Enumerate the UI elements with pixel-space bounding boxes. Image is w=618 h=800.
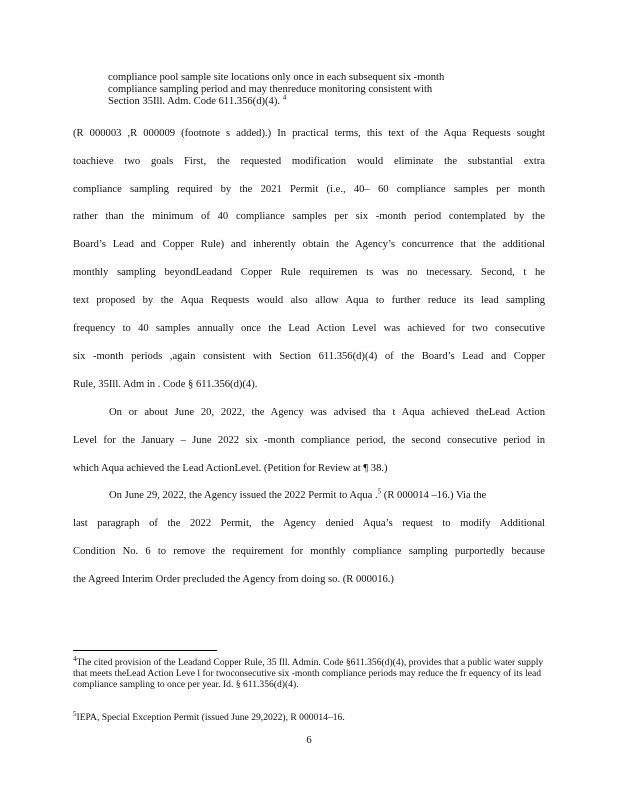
body-line: six -month periods ,again consistent with Section 611.356(d)(4) of the Board’s Lead and Copper	[73, 351, 545, 362]
body-line: compliance sampling required by the 2021 Permit (i.e., 40– 60 compliance samples per month	[73, 184, 545, 195]
footnote-reference: 5	[377, 487, 382, 496]
body-line: which Aqua achieved the Lead ActionLevel. (Petition for Review at ¶ 38.)	[73, 463, 388, 474]
footnote-text: The cited provision of the Leadand Copper Rule, 35 Ill. Admin. Code §611.356(d)(4), provides that a public water supply that meets theLead Action Leve l for twoconsecutive six -month compliance periods may reduce the fr equency of its lead compliance sampling to once per year. Id. § 611.356(d)(4).	[73, 657, 544, 690]
block-quote	[108, 72, 528, 108]
footnote	[73, 654, 545, 690]
footnote-marker: 5	[73, 709, 77, 718]
body-line: Rule, 35Ill. Adm in . Code § 611.356(d)(4).	[73, 379, 258, 390]
block-quote-line: compliance pool sample site locations only once in each subsequent six -month	[108, 72, 445, 83]
paragraph-first-line: On June 29, 2022, the Agency issued the 2022 Permit to Aqua .$^5$ (R 000014 –16.) Via the	[109, 487, 487, 501]
body-line: frequency to 40 samples annually once the Lead Action Level was achieved for two consecutive	[73, 323, 545, 334]
body-line: Level for the January – June 2022 six -month compliance period, the second consecutive period in	[73, 435, 545, 446]
body-line: Board’s Lead and Copper Rule) and inherently obtain the Agency’s concurrence that the additional	[73, 239, 545, 250]
body-line: Condition No. 6 to remove the requirement for monthly compliance sampling purportedly because	[73, 546, 545, 557]
body-line: monthly sampling beyondLeadand Copper Rule requiremen ts was no tnecessary. Second, t he	[73, 267, 545, 278]
body-line: (R 000003 ,R 000009 (footnote s added).) In practical terms, this text of the Aqua Requests sought	[73, 128, 545, 139]
body-line: text proposed by the Aqua Requests would also allow Aqua to further reduce its lead sampling	[73, 295, 545, 306]
block-quote-line: Section 35Ill. Adm. Code 611.356(d)(4). $^4$	[108, 93, 287, 107]
block-quote-line: compliance sampling period and may thenreduce monitoring consistent with	[108, 84, 433, 95]
footnote	[73, 709, 545, 723]
paragraph-first-line: On or about June 20, 2022, the Agency was advised tha t Aqua achieved theLead Action	[109, 407, 545, 418]
body-line: last paragraph of the 2022 Permit, the Agency denied Aqua’s request to modify Additional	[73, 518, 545, 529]
body-line: rather than the minimum of 40 compliance samples per six -month period contemplated by the	[73, 211, 545, 222]
footnote-divider	[73, 650, 217, 651]
footnote-marker: 4	[73, 654, 77, 663]
footnote-text: IEPA, Special Exception Permit (issued June 29,2022), R 000014–16.	[76, 712, 345, 723]
body-line: the Agreed Interim Order precluded the Agency from doing so. (R 000016.)	[73, 574, 394, 585]
page-number: 6	[306, 735, 312, 746]
footnote-reference: 4	[282, 93, 287, 102]
body-line: toachieve two goals First, the requested modification would eliminate the substantial extra	[73, 156, 545, 167]
